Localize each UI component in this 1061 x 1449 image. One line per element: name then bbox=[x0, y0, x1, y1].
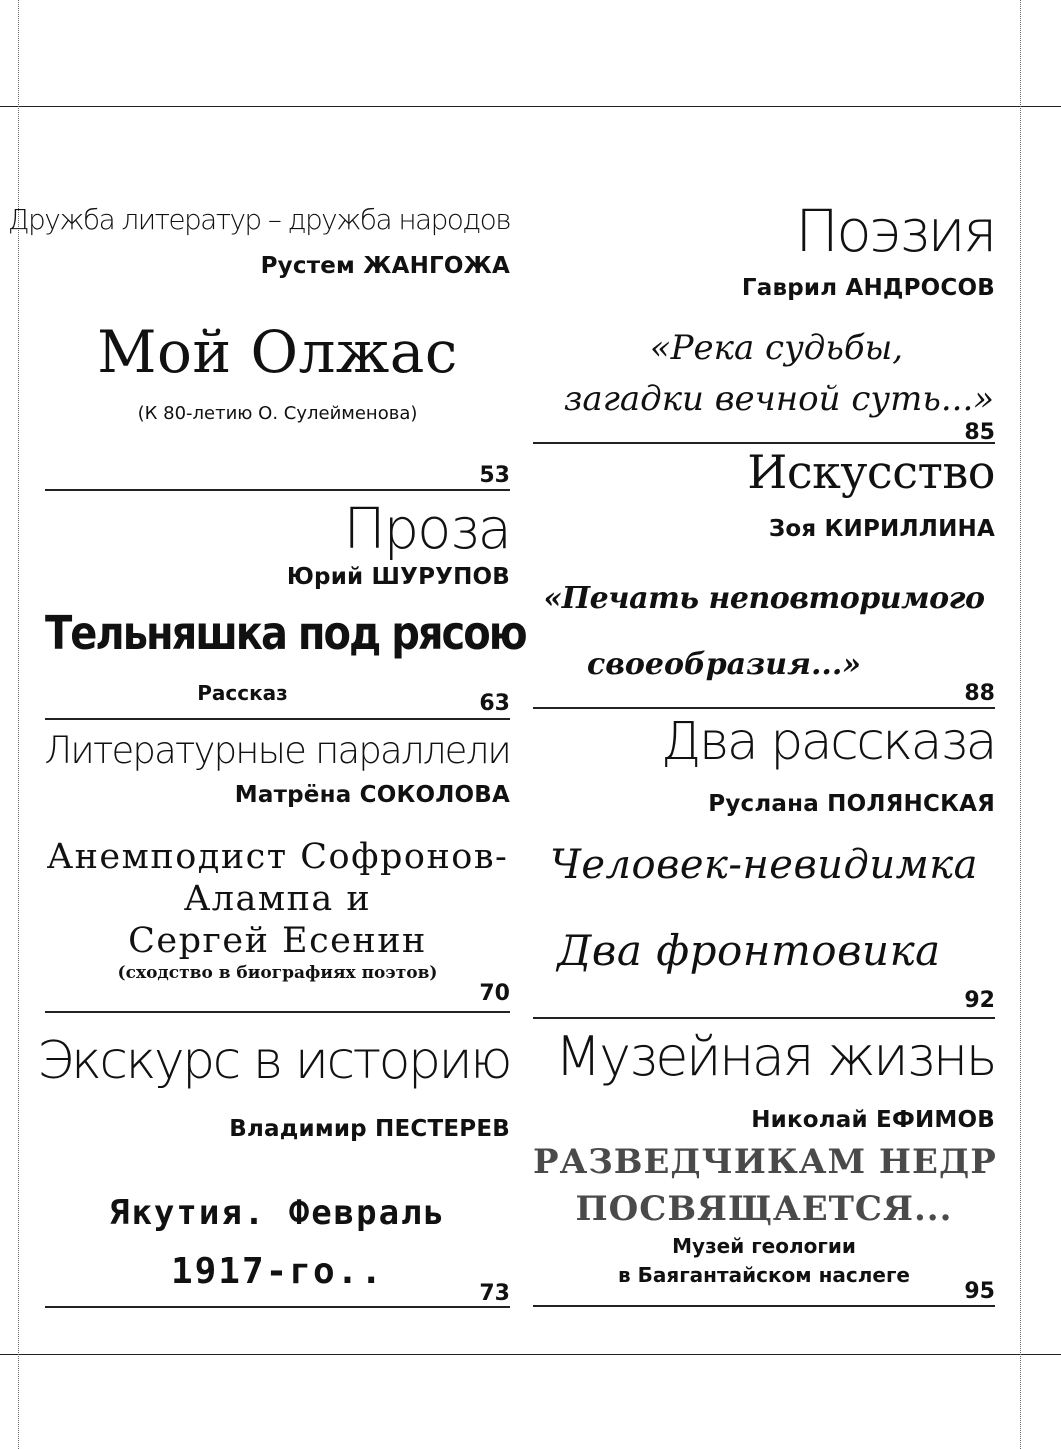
article-title-line: «Печать неповторимого bbox=[543, 581, 985, 616]
section-rubric: Поэзия bbox=[795, 197, 995, 265]
article-title-line: своеобразия...» bbox=[586, 647, 862, 682]
article-title-line: Человек-невидимка bbox=[549, 842, 979, 888]
page-number: 85 bbox=[964, 420, 995, 445]
divider-rule bbox=[45, 489, 510, 491]
article-title-line: РАЗВЕДЧИКАМ НЕДР bbox=[533, 1142, 997, 1182]
section-rubric: Проза bbox=[343, 497, 510, 562]
section-rubric: Музейная жизнь bbox=[555, 1025, 995, 1088]
article-subtitle: Рассказ bbox=[197, 681, 288, 705]
divider-rule bbox=[533, 1305, 995, 1307]
article-title-line: ПОСВЯЩАЕТСЯ... bbox=[575, 1189, 953, 1229]
article-title-line: 1917-го.. bbox=[170, 1251, 385, 1292]
article-title-line: «Река судьбы, bbox=[649, 328, 904, 368]
article-subtitle: (К 80-летию О. Сулейменова) bbox=[137, 403, 418, 424]
page-number: 73 bbox=[479, 1281, 510, 1306]
toc-entry[interactable] bbox=[533, 445, 995, 710]
divider-rule bbox=[533, 707, 995, 709]
page-number: 88 bbox=[964, 681, 995, 706]
article-title-line: Алампа и bbox=[183, 879, 372, 919]
left-column bbox=[7, 0, 526, 1449]
toc-entry[interactable] bbox=[533, 1025, 995, 1310]
article-title-line: Якутия. Февраль bbox=[108, 1193, 447, 1233]
author-name: Николай ЕФИМОВ bbox=[751, 1107, 995, 1133]
author-name: Рустем ЖАНГОЖА bbox=[260, 253, 510, 279]
article-title-line: Сергей Есенин bbox=[128, 921, 427, 961]
section-rubric: Литературные параллели bbox=[44, 729, 510, 772]
toc-entry[interactable] bbox=[7, 195, 510, 495]
page-number: 53 bbox=[479, 463, 510, 488]
divider-rule bbox=[533, 1017, 995, 1019]
article-title: Тельняшка под рясою bbox=[45, 607, 526, 661]
page-number: 63 bbox=[479, 691, 510, 716]
page-number: 95 bbox=[964, 1279, 995, 1304]
article-subtitle-line: Музей геологии bbox=[672, 1234, 856, 1258]
divider-rule bbox=[45, 1306, 510, 1308]
divider-rule bbox=[45, 718, 510, 720]
toc-entry[interactable] bbox=[533, 712, 995, 1022]
section-rubric: Дружба литератур – дружба народов bbox=[7, 203, 510, 236]
page-number: 92 bbox=[964, 988, 995, 1013]
article-subtitle-line: в Баягантайском наслеге bbox=[618, 1263, 910, 1287]
article-title-line: Анемподист Софронов- bbox=[46, 837, 509, 877]
article-title-line: Два фронтовика bbox=[557, 926, 941, 975]
section-rubric: Искусство bbox=[747, 445, 995, 499]
article-title: Мой Олжас bbox=[97, 318, 458, 386]
toc-entry[interactable] bbox=[45, 495, 526, 720]
right-trim-line bbox=[1020, 0, 1021, 1449]
author-name: Владимир ПЕСТЕРЕВ bbox=[229, 1116, 510, 1142]
author-name: Руслана ПОЛЯНСКАЯ bbox=[708, 791, 995, 817]
author-name: Юрий ШУРУПОВ bbox=[286, 564, 510, 590]
section-rubric: Экскурс в историю bbox=[37, 1031, 510, 1091]
section-rubric: Два рассказа bbox=[661, 712, 995, 772]
right-column bbox=[533, 0, 995, 1449]
toc-entry[interactable] bbox=[533, 195, 995, 445]
toc-entry[interactable] bbox=[37, 1025, 510, 1315]
article-subtitle: (сходство в биографиях поэтов) bbox=[117, 963, 438, 983]
divider-rule bbox=[45, 1011, 510, 1013]
author-name: Гаврил АНДРОСОВ bbox=[741, 275, 995, 301]
divider-rule bbox=[533, 442, 995, 444]
author-name: Матрёна СОКОЛОВА bbox=[234, 782, 510, 808]
author-name: Зоя КИРИЛЛИНА bbox=[768, 516, 995, 542]
page-number: 70 bbox=[479, 981, 510, 1006]
toc-entry[interactable] bbox=[45, 725, 510, 1015]
article-title-line: загадки вечной суть...» bbox=[563, 379, 995, 419]
